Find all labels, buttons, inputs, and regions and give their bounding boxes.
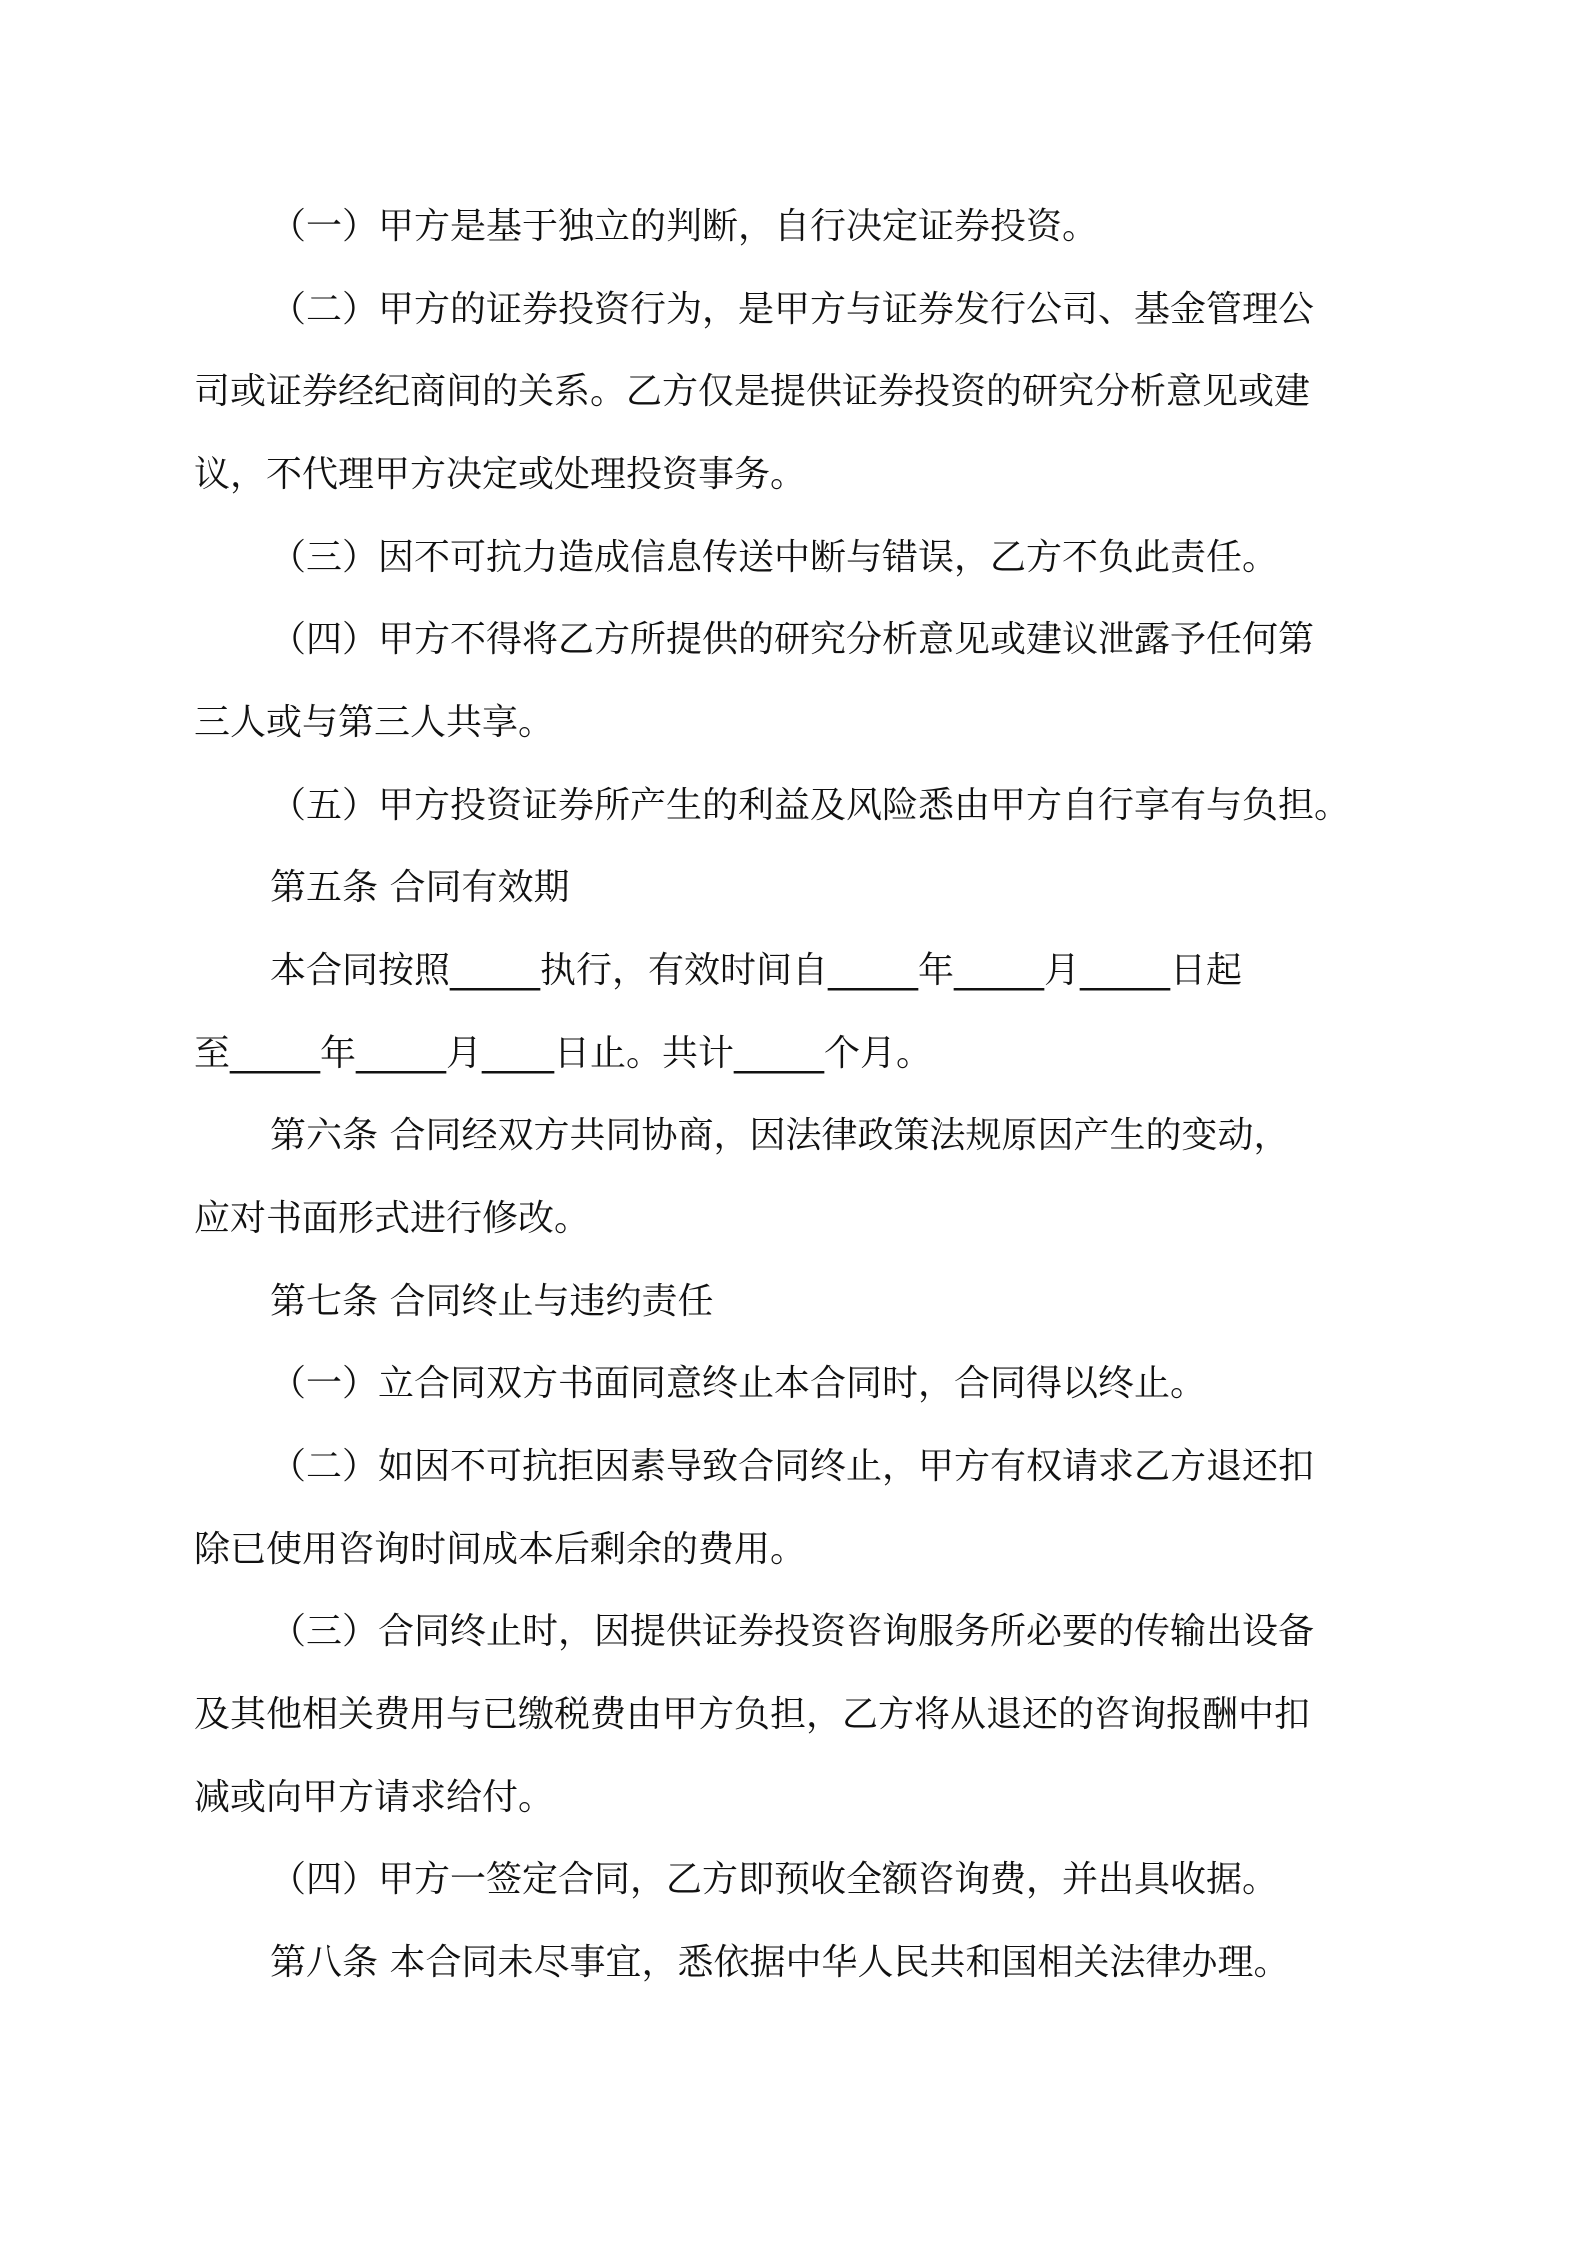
clause-7-3-line-1: （三）合同终止时，因提供证券投资咨询服务所必要的传输出设备: [270, 1611, 1315, 1652]
clause-7-3-line-2: 及其他相关费用与已缴税费由甲方负担，乙方将从退还的咨询报酬中扣: [194, 1694, 1311, 1735]
clause-7-2-line-1: （二）如因不可抗拒因素导致合同终止，甲方有权请求乙方退还扣: [270, 1446, 1315, 1487]
article-6-line-2: 应对书面形式进行修改。: [194, 1198, 591, 1239]
clause-4-4-line-1: （四）甲方不得将乙方所提供的研究分析意见或建议泄露予任何第: [270, 619, 1315, 660]
clause-7-4: （四）甲方一签定合同，乙方即预收全额咨询费，并出具收据。: [270, 1859, 1279, 1900]
article-5-heading: 第五条 合同有效期: [270, 867, 570, 908]
clause-4-3: （三）因不可抗力造成信息传送中断与错误，乙方不负此责任。: [270, 537, 1279, 578]
clause-4-5: （五）甲方投资证券所产生的利益及风险悉由甲方自行享有与负担。: [270, 785, 1351, 826]
clause-4-4-line-2: 三人或与第三人共享。: [194, 702, 555, 743]
clause-4-2-line-1: （二）甲方的证券投资行为，是甲方与证券发行公司、基金管理公: [270, 289, 1315, 330]
clause-7-3-line-3: 减或向甲方请求给付。: [194, 1777, 555, 1818]
clause-4-2-line-3: 议，不代理甲方决定或处理投资事务。: [194, 454, 807, 495]
clause-4-1: （一）甲方是基于独立的判断，自行决定证券投资。: [270, 206, 1099, 247]
article-5-line-1: 本合同按照_____执行，有效时间自_____年_____月_____日起: [270, 950, 1243, 991]
article-6-line-1: 第六条 合同经双方共同协商，因法律政策法规原因产生的变动，: [270, 1115, 1290, 1156]
clause-4-2-line-2: 司或证券经纪商间的关系。乙方仅是提供证券投资的研究分析意见或建: [194, 371, 1311, 412]
article-7-heading: 第七条 合同终止与违约责任: [270, 1281, 714, 1322]
clause-7-1: （一）立合同双方书面同意终止本合同时，合同得以终止。: [270, 1363, 1207, 1404]
article-8: 第八条 本合同未尽事宜，悉依据中华人民共和国相关法律办理。: [270, 1942, 1290, 1983]
article-5-line-2: 至_____年_____月____日止。共计_____个月。: [194, 1033, 933, 1074]
clause-7-2-line-2: 除已使用咨询时间成本后剩余的费用。: [194, 1529, 807, 1570]
